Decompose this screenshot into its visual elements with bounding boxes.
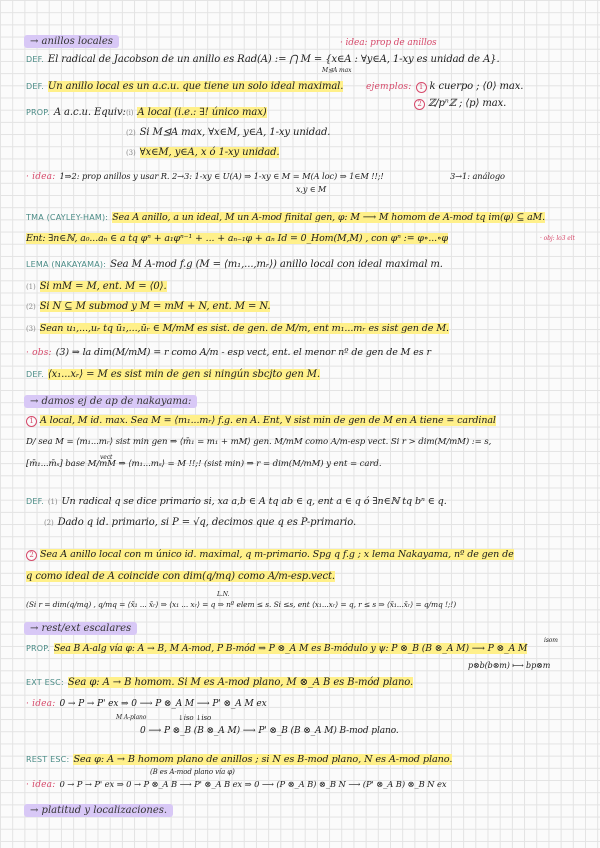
prop-text: Sea B A-alg vía φ: A → B, M A-mod, P B-mód ⇒ P ⊗_A M es B-módulo y ψ: P ⊗_B (B ⊗_A M) ⟶ P ⊗_A M [53,643,528,654]
lema-item-1 [26,280,167,294]
item-text: Sean u₁,...,uᵣ tq ū₁,...,ūᵣ ∈ M/mM es sist. de gen. de M/m, ent m₁...mᵣ es sist gen de M. [39,323,450,334]
idea-tag: · idea: [26,780,56,790]
idea-text: 0 → P → P' ex ⇒ 0 → P ⊗_A B ⟶ P' ⊗_A B ex ⇒ 0 ⟶ (P ⊗_A B) ⊗_B N ⟶ (P' ⊗_A B) ⊗_B N ex [59,779,447,789]
idea-tag: · idea: [340,38,368,48]
section-header-rest-ext: → rest/ext escalares [24,622,137,635]
item-text: A local (i.e.: ∃! único max) [137,107,267,118]
lema-text: Sea M A-mod f.g (M = ⟨m₁,...,mᵣ⟩) anillo local con ideal maximal m. [110,259,443,270]
idea-tag: · idea: [26,699,56,709]
obs [26,346,431,360]
tma-tag: TMA (CAYLEY-HAM): [26,213,109,222]
idea-ext [26,698,267,711]
prop-tag: PROP. [26,644,50,653]
ln-sub: L.N. [217,591,230,598]
idea-text: 0 → P → P' ex ⇒ 0 ⟶ P ⊗_A M ⟶ P' ⊗_A M ex [59,699,267,709]
ej2-text: ℤ/pⁿℤ ; ⟨p⟩ max. [428,98,507,109]
item-num: (i) [126,109,134,117]
ext-text: Sea φ: A → B homom. Si M es A-mod plano, M ⊗_A B es B-mód plano. [67,677,414,688]
idea-proof [26,170,384,184]
prop-item-3 [126,146,279,160]
idea-end: 3→1: análogo [450,171,505,181]
ejemplo-2 [414,97,506,110]
item-text: Si N ⊆ M submod y M = mM + N, ent. M = N. [39,301,271,312]
obs-text: (3) ⇒ la dim(M/mM) = r como A/m - esp vect, ent. el menor nº de gen de M es r [55,347,431,358]
idea-rest [26,778,446,792]
prop-tensor [26,642,527,655]
tma-cayley-ham [26,211,545,224]
idea-ext-sub: M A-plano [116,714,147,721]
item-num: (1) [47,498,58,506]
ej1-num: 1 [416,82,427,93]
ej1-text: k cuerpo ; ⟨0⟩ max. [429,81,524,92]
def-tag: DEF. [26,497,44,506]
idea-text: prop de anillos [370,38,437,48]
ej-num: 2 [26,550,37,561]
item-num: (1) [26,283,36,291]
item-num: (2) [44,519,54,527]
section-header-platitud: → platitud y localizaciones. [24,804,173,817]
ej-text-2: q como ideal de A coincide con dim(q/mq) como A/m-esp.vect. [26,571,336,582]
ej-text: A local, M id. max. Sea M = ⟨m₁...mᵣ⟩ f.g. en A. Ent, ∀ sist min de gen de M en A tiene = cardinal [40,415,496,426]
idea-note [340,37,437,50]
ej2-num: 2 [414,99,425,110]
tma-cayley-ham-2 [26,232,448,245]
prop-equiv [26,106,126,119]
def-text: Un anillo local es un a.c.u. que tiene un solo ideal maximal. [47,81,344,92]
idea-ext-iso: ↓iso ↓iso [178,714,212,722]
tma-text: Sea A anillo, a un ideal, M un A-mod finital gen, φ: M ⟶ M homom de A-mod tq im(φ) ⊆ aM. [112,212,545,223]
ej-1 [26,414,496,427]
prop-item-2 [126,126,330,140]
item-text: Si mM = M, ent. M = ⟨0⟩. [39,281,167,292]
rest-text: Sea φ: A → B homom plano de anillos ; si N es B-mod plano, N es A-mod plano. [73,754,453,765]
def-tag: DEF. [26,82,44,91]
lema-tag: LEMA (NAKAYAMA): [26,260,107,269]
def-primario [26,495,447,509]
ejemplos [366,80,523,94]
item-text: ∀x∈M, y∈A, x ó 1-xy unidad. [139,147,280,158]
isom-sub: isom [544,637,558,644]
rest-sub: (B es A-mod plano vía φ) [150,768,235,776]
def-anillo-local [26,80,343,93]
lema-item-3 [26,322,449,336]
def-text: El radical de Jacobson de un anillo es Rad(A) := ⋂ M = {x∈A : ∀y∈A, 1-xy es unidad de A}. [47,54,500,65]
prop-tag: PROP. [26,108,50,117]
ej-1-sub: vect [100,454,113,461]
ej-text: Sea A anillo local con m único id. maximal, q m-primario. Spg q f.g ; x lema Nakayama, nº de gen de [40,549,514,560]
ej-2-proof: (Si r = dim(q/mq) , q/mq = ⟨x̄₁ ... x̄ᵣ⟩ ⇒ ⟨x₁ ... xᵣ⟩ = q ⇒ nº elem ≤ s. Si ≤s, ent ⟨x₁...xᵣ⟩ = q, r ≤ s ⇒ ⟨x̄₁...x̄ᵣ⟩ = q/mq !;!) [26,600,457,609]
idea-text: 1⇒2: prop anillos y usar R. 2→3: 1-xy ∈ U(A) ⇒ 1-xy ∈ M = M(A loc) ⇒ 1∈M !!;! [59,171,384,181]
ext-esc [26,676,413,689]
ejemplos-tag: ejemplos: [366,82,412,92]
lema-nakayama [26,258,443,271]
ej-num: 1 [26,416,37,427]
ej-1-proof-2: [m̄₁...m̄ₛ] base M/mM ⇒ ⟨m₁...mₛ⟩ = M !!;! (sist min) ⇒ r = dim(M/mM) y ent = card. [26,459,382,469]
rest-esc [26,753,452,766]
item-num: (3) [26,325,36,333]
def-text: Un radical q se dice primario si, xa a,b ∈ A tq ab ∈ q, ent a ∈ q ó ∃n∈ℕ tq bⁿ ∈ q. [61,496,447,507]
item-num: (3) [126,149,136,157]
idea-tag: · idea: [26,172,56,182]
section-header-anillos-locales: → anillos locales [24,35,119,48]
tma-text-2: Ent: ∃n∈ℕ, a₀...aₙ ∈ a tq φⁿ + a₁φⁿ⁻¹ + ... + aₙ₋₁φ + aₙ Id = 0_Hom(M,M) , con φⁿ := φ∘...∘φ [26,233,448,244]
def-tag: DEF. [26,55,44,64]
ej-2-b [26,570,335,583]
ext-tag: EXT ESC: [26,678,64,687]
ej-1-proof: D/ sea M = ⟨m₁...mᵣ⟩ sist min gen ⇒ ⟨m̄₁ = m₁ + mM⟩ gen. M/mM como A/m-esp vect. Si r > dim(M/mM) := s, [26,437,492,447]
def-sist-min [26,368,320,381]
obs-tag: · obs: [26,348,52,358]
section-header-nakayama: → damos ej de ap de nakayama: [24,395,197,408]
rest-tag: REST ESC: [26,755,70,764]
idea-ext-2: 0 ⟶ P ⊗_B (B ⊗_A M) ⟶ P' ⊗_B (B ⊗_A M) B-mod plano. [140,726,399,736]
item-text: Si M⊴A max, ∀x∈M, y∈A, 1-xy unidad. [139,127,331,138]
def-radical-jacobson [26,53,500,66]
prop-text: A a.c.u. Equiv: [53,107,126,118]
tma-note: · obj: lo3 elt [540,235,575,242]
ej-2 [26,548,514,561]
lema-item-2 [26,300,270,314]
def-text: ⟨x₁...xᵣ⟩ = M es sist min de gen si ningún sbcjto gen M. [47,369,321,380]
subscript: M⊴A max [322,67,352,74]
def-p-primario [44,516,356,530]
item-num: (2) [126,129,136,137]
idea-sub: x,y ∈ M [296,185,327,194]
def-text: Dado q id. primario, si P = √q, decimos que q es P-primario. [57,517,357,528]
prop-tensor-map: p⊗b(b⊗m) ⟼ bp⊗m [468,661,551,670]
item-num: (2) [26,303,36,311]
def-tag: DEF. [26,370,44,379]
prop-item-1 [126,106,267,120]
